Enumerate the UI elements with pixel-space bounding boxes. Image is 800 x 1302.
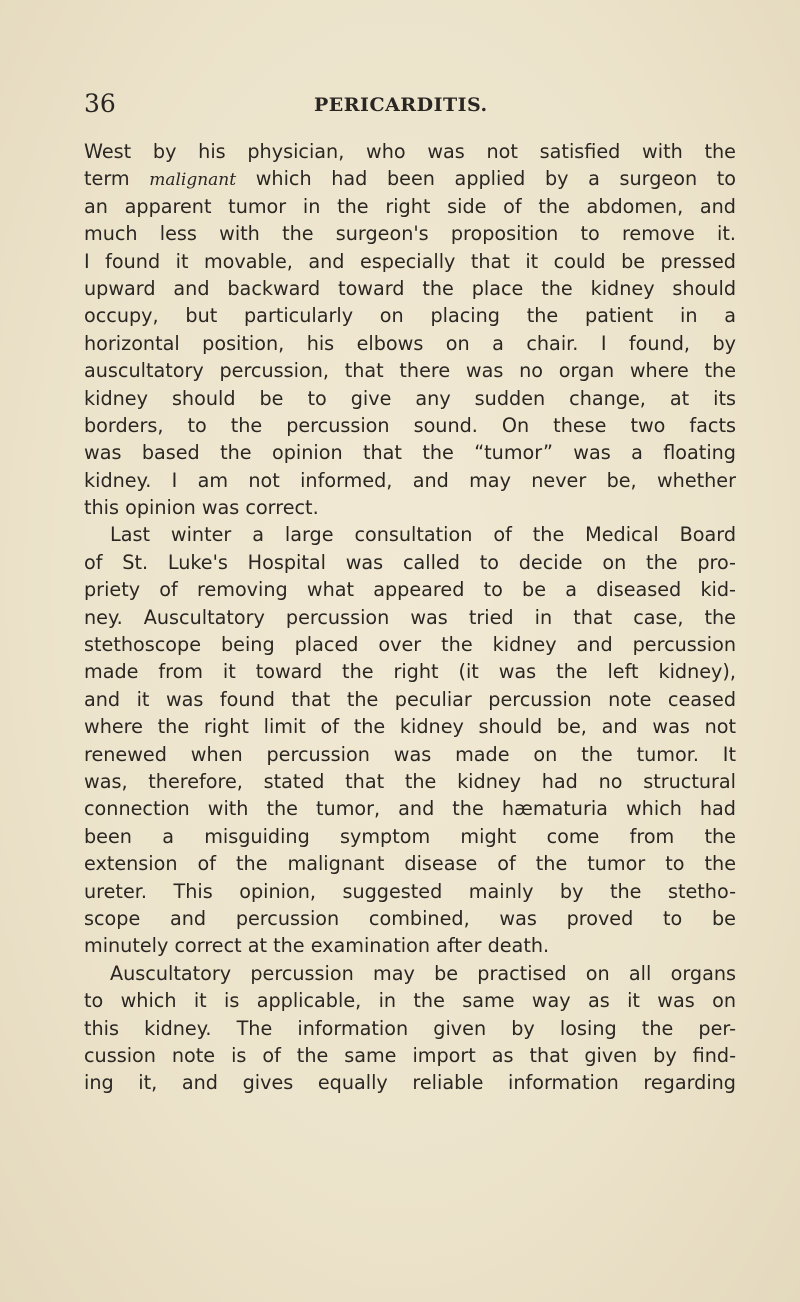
text-line: priety of removing what appeared to be a diseased kid- — [84, 578, 736, 602]
text-line: ney. Auscultatory percussion was tried in that case, the — [84, 605, 736, 629]
text-line: made from it toward the right (it was the left kidney), — [84, 660, 736, 684]
text-line: was, therefore, stated that the kidney had no structural — [84, 769, 736, 793]
text-line: this kidney. The information given by losing the per- — [84, 1016, 736, 1040]
text-line: upward and backward toward the place the kidney should — [84, 276, 736, 300]
text-line: borders, to the percussion sound. On these two facts — [84, 413, 736, 437]
italic-term: malignant — [149, 170, 237, 191]
text-line: minutely correct at the examination after death. — [84, 934, 550, 958]
text-line: ing it, and gives equally reliable information regarding — [84, 1071, 736, 1095]
text-segment: term — [84, 167, 150, 191]
text-line: stethoscope being placed over the kidney and percussion — [84, 633, 736, 657]
text-line: where the right limit of the kidney should be, and was not — [84, 715, 736, 739]
text-line: of St. Luke's Hospital was called to decide on the pro- — [84, 550, 736, 574]
text-line: was based the opinion that the “tumor” was a floating — [84, 441, 736, 465]
text-line: connection with the tumor, and the hæmaturia which had — [84, 797, 736, 821]
text-line: renewed when percussion was made on the tumor. It — [84, 742, 736, 766]
text-line: much less with the surgeon's proposition to remove it. — [84, 222, 736, 246]
page-number: 36 — [84, 89, 116, 118]
text-line: horizontal position, his elbows on a chair. I found, by — [84, 331, 736, 355]
text-line: cussion note is of the same import as that given by find- — [84, 1043, 736, 1067]
body-text — [84, 138, 736, 1097]
text-line: and it was found that the peculiar percussion note ceased — [84, 687, 736, 711]
text-line — [84, 165, 736, 192]
running-head: PERICARDITIS. — [314, 94, 488, 116]
text-line: Last winter a large consultation of the Medical Board — [110, 523, 736, 547]
text-line: occupy, but particularly on placing the patient in a — [84, 304, 736, 328]
text-line: been a misguiding symptom might come from the — [84, 824, 736, 848]
text-line: this opinion was correct. — [84, 496, 319, 520]
text-line: Auscultatory percussion may be practised on all organs — [110, 961, 736, 985]
text-line: ureter. This opinion, suggested mainly by the stetho- — [84, 879, 736, 903]
text-segment: which had been applied by a surgeon to — [236, 167, 736, 191]
text-line: auscultatory percussion, that there was no organ where the — [84, 359, 736, 383]
text-line: I found it movable, and especially that it could be pressed — [84, 249, 736, 273]
text-line: to which it is applicable, in the same way as it was on — [84, 989, 736, 1013]
text-line: scope and percussion combined, was proved to be — [84, 906, 736, 930]
page-header — [84, 88, 734, 120]
text-line: West by his physician, who was not satisfied with the — [84, 140, 736, 163]
text-line: kidney. I am not informed, and may never be, whether — [84, 468, 736, 492]
text-line: extension of the malignant disease of the tumor to the — [84, 852, 736, 876]
text-line: kidney should be to give any sudden change, at its — [84, 386, 736, 410]
text-line: an apparent tumor in the right side of the abdomen, and — [84, 194, 736, 218]
